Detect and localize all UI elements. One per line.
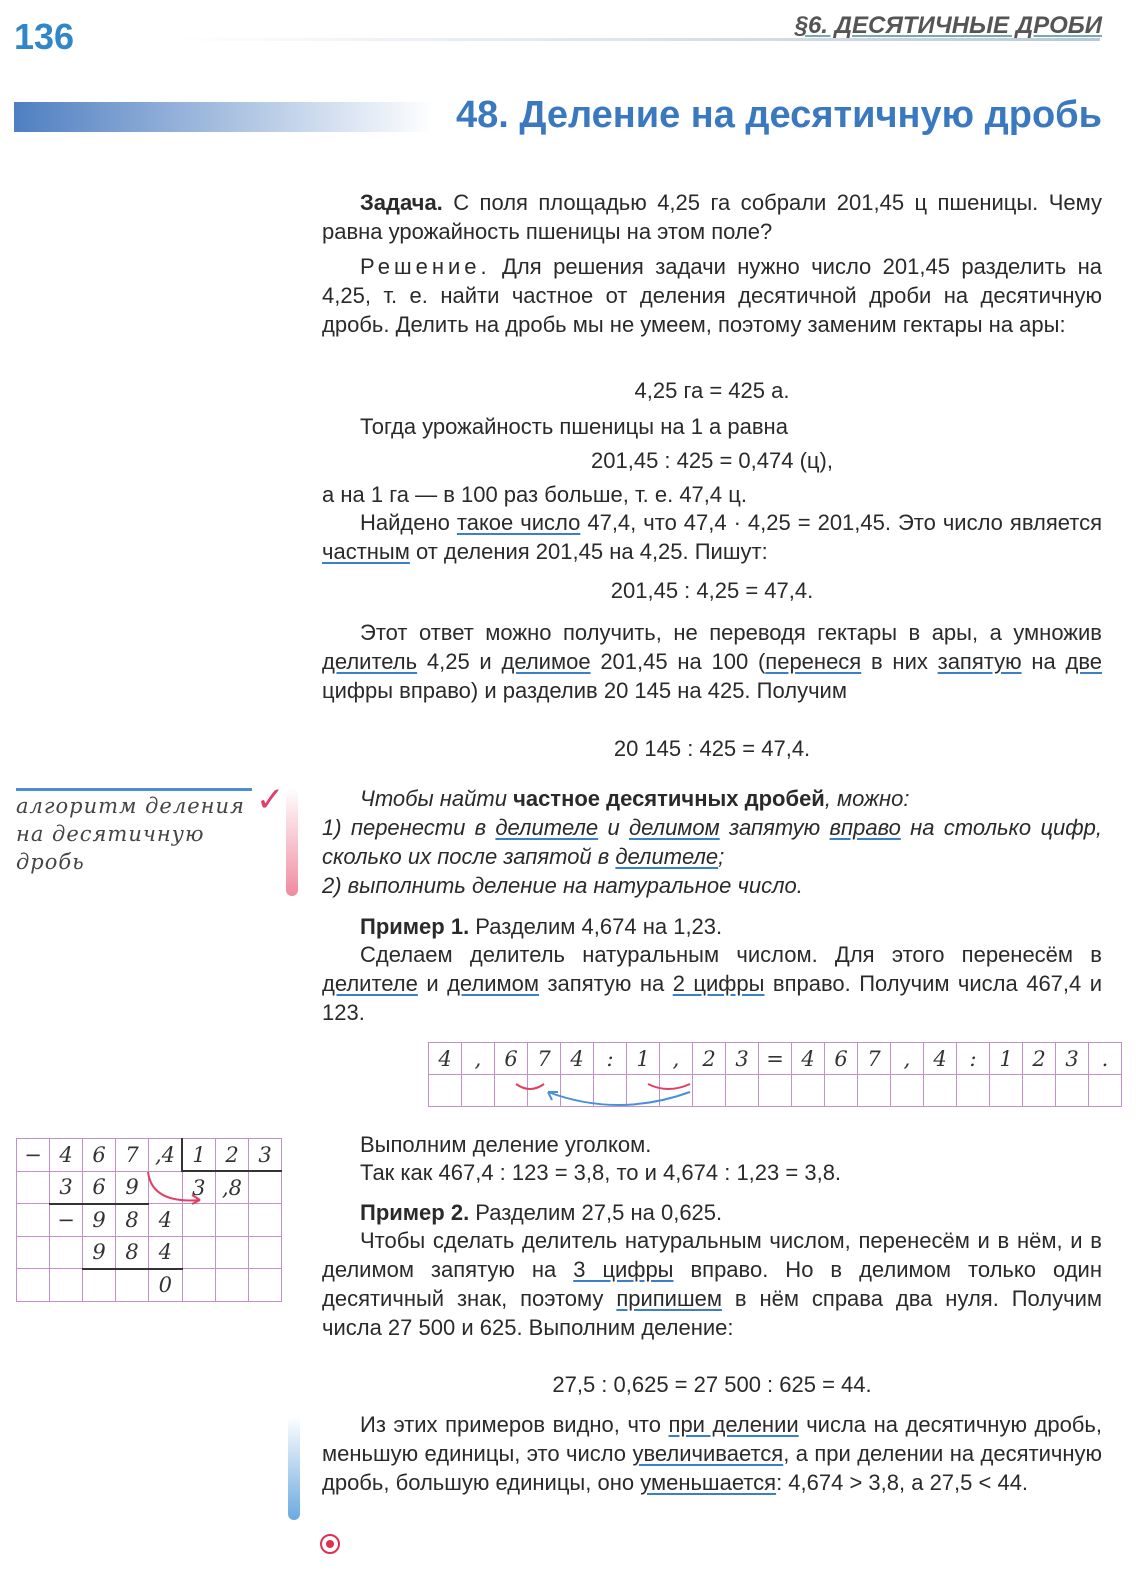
equation-quotient: 201,45 : 4,25 = 47,4. bbox=[610, 578, 814, 603]
solution-paragraph bbox=[322, 252, 1102, 339]
term-such-number: такое число bbox=[456, 510, 581, 535]
equation-yield: 201,45 : 425 = 0,474 (ц), bbox=[591, 448, 833, 473]
task-paragraph bbox=[322, 188, 1102, 246]
term-dividend: делимое bbox=[501, 649, 591, 674]
equation-hectare: 4,25 га = 425 а. bbox=[634, 378, 790, 403]
example2-header: Пример 2. Разделим 27,5 на 0,625. bbox=[360, 1200, 723, 1225]
longdiv-cell bbox=[249, 1204, 282, 1237]
grid-cell bbox=[1056, 1075, 1089, 1107]
longdiv-cell bbox=[249, 1236, 282, 1269]
shift-arrows bbox=[428, 1070, 998, 1114]
rule-marker-bar bbox=[286, 788, 298, 896]
grid-cell: 6 bbox=[825, 1043, 858, 1075]
longdiv-cell: 1 bbox=[182, 1139, 216, 1172]
note-rule bbox=[16, 788, 252, 791]
longdiv-cell: 6 bbox=[83, 1139, 116, 1172]
rule-paragraph: Чтобы найти частное десятичных дробей, можно: 1) перенести в делителе и делимом запятую вправо на столько цифр, сколько их после запятой в делителе; 2) выполнить деление на натуральное число. bbox=[322, 786, 1102, 898]
grid-cell: 2 bbox=[1023, 1043, 1056, 1075]
yield-line: Тогда урожайность пшеницы на 1 а равна bbox=[360, 414, 788, 439]
grid-cell: 3 bbox=[726, 1043, 759, 1075]
example1-result: Так как 467,4 : 123 = 3,8, то и 4,674 : 1,23 = 3,8. bbox=[360, 1160, 842, 1185]
grid-cell: : bbox=[957, 1043, 990, 1075]
longdiv-cell bbox=[216, 1269, 249, 1302]
comma-move-arrow bbox=[548, 1092, 690, 1105]
found-paragraph: Найдено такое число 47,4, что 47,4 · 4,25 = 201,45. Это число является частным от деления 201,45 на 4,25. Пишут: bbox=[322, 510, 1103, 564]
longdiv-cell bbox=[50, 1269, 83, 1302]
example1-header: Пример 1. Разделим 4,674 на 1,23. bbox=[360, 914, 723, 939]
longdiv-cell bbox=[249, 1171, 282, 1204]
longdiv-row bbox=[17, 1269, 282, 1302]
task-text: С поля площадью 4,25 га собрали 201,45 ц пшеницы. Чему равна урожайность пшеницы на этом поле? bbox=[322, 190, 1102, 244]
longdiv-cell: 4 bbox=[149, 1236, 183, 1269]
page-number: 136 bbox=[14, 16, 75, 57]
term-divisor: делитель bbox=[322, 649, 418, 674]
longdiv-cell: − bbox=[50, 1204, 83, 1237]
grid-cell: = bbox=[759, 1043, 792, 1075]
grid-cell: , bbox=[891, 1043, 924, 1075]
grid-cell: 4 bbox=[429, 1043, 462, 1075]
grid-cell bbox=[1089, 1075, 1122, 1107]
alt-paragraph: Этот ответ можно получить, не переводя гектары в ары, а умножив делитель 4,25 и делимое 201,45 на 100 (перенеся в них запятую на две цифры вправо) и разделив 20 145 на 425. Получим bbox=[322, 620, 1103, 703]
solution-label: Решение. bbox=[360, 254, 491, 279]
conclusion-paragraph: Из этих примеров видно, что при делении числа на десятичную дробь, меньшую единицы, это число увеличивается, а при делении на десятичную дробь, большую единицы, оно уменьшается: 4,674 > 3,8, а 27,5 < 44. bbox=[322, 1412, 1102, 1495]
task-label: Задача. bbox=[360, 190, 443, 215]
longdiv-cell: 7 bbox=[116, 1139, 149, 1172]
longdiv-cell bbox=[216, 1236, 249, 1269]
rule-step-2: 2) выполнить деление на натуральное число. bbox=[322, 873, 803, 898]
title-decor-bar bbox=[14, 102, 434, 132]
longdiv-cell: 3 bbox=[182, 1171, 216, 1204]
lesson-title: 48. Деление на десятичную дробь bbox=[455, 94, 1102, 136]
long-division-grid bbox=[16, 1138, 282, 1302]
longdiv-arrow bbox=[140, 1170, 220, 1210]
longdiv-cell: 3 bbox=[249, 1139, 282, 1172]
longdiv-cell: 9 bbox=[83, 1204, 116, 1237]
grid-cell: 1 bbox=[990, 1043, 1023, 1075]
longdiv-intro: Выполним деление уголком. bbox=[360, 1132, 652, 1157]
solution-text: Для решения задачи нужно число 201,45 разделить на 4,25, т. е. найти частное от деления десятичной дроби на десятичную дробь. Делить на дробь мы не умеем, поэтому заменим гектары на ары: bbox=[322, 254, 1102, 337]
longdiv-cell: − bbox=[17, 1139, 50, 1172]
term-two: две bbox=[1065, 649, 1103, 674]
pink-bracket-2 bbox=[648, 1084, 690, 1089]
longdiv-cell bbox=[249, 1269, 282, 1302]
grid-cell: 7 bbox=[858, 1043, 891, 1075]
equation-example2: 27,5 : 0,625 = 27 500 : 625 = 44. bbox=[552, 1372, 872, 1397]
grid-cell: . bbox=[1089, 1043, 1122, 1075]
longdiv-row bbox=[17, 1236, 282, 1269]
longdiv-cell bbox=[17, 1236, 50, 1269]
grid-cell: 7 bbox=[528, 1043, 561, 1075]
longdiv-cell: 8 bbox=[116, 1204, 149, 1237]
section-title: §6. ДЕСЯТИЧНЫЕ ДРОБИ bbox=[794, 12, 1102, 39]
end-marker-icon bbox=[320, 1534, 340, 1554]
grid-cell: 1 bbox=[627, 1043, 660, 1075]
longdiv-cell: 0 bbox=[149, 1269, 183, 1302]
grid-cell: , bbox=[462, 1043, 495, 1075]
longdiv-cell bbox=[17, 1171, 50, 1204]
rule-bold-term: частное десятичных дробей bbox=[513, 786, 825, 811]
longdiv-cell bbox=[50, 1236, 83, 1269]
grid-cell: 4 bbox=[561, 1043, 594, 1075]
grid-cell: : bbox=[594, 1043, 627, 1075]
longdiv-cell: ,8 bbox=[216, 1171, 249, 1204]
longdiv-cell bbox=[182, 1269, 216, 1302]
longdiv-cell bbox=[116, 1269, 149, 1302]
checkmark-icon: ✓ bbox=[256, 781, 285, 819]
conclusion-marker-bar bbox=[288, 1416, 300, 1520]
pink-bracket-1 bbox=[516, 1084, 544, 1089]
grid-cell: 4 bbox=[924, 1043, 957, 1075]
example2-label: Пример 2. bbox=[360, 1200, 470, 1225]
margin-note: алгоритм деления на десятичную дробь bbox=[16, 794, 245, 874]
longdiv-cell: ,4 bbox=[149, 1139, 183, 1172]
yield-result: а на 1 га — в 100 раз больше, т. е. 47,4 ц. bbox=[322, 482, 747, 507]
longdiv-cell: 6 bbox=[83, 1171, 116, 1204]
longdiv-row bbox=[17, 1139, 282, 1172]
longdiv-cell: 2 bbox=[216, 1139, 249, 1172]
grid-cell: 2 bbox=[693, 1043, 726, 1075]
term-quotient: частным bbox=[322, 539, 410, 564]
longdiv-cell bbox=[83, 1269, 116, 1302]
equation-natural: 20 145 : 425 = 47,4. bbox=[613, 736, 811, 761]
grid-cell bbox=[1023, 1075, 1056, 1107]
longdiv-cell bbox=[17, 1269, 50, 1302]
longdiv-cell bbox=[216, 1204, 249, 1237]
grid-cell: 4 bbox=[792, 1043, 825, 1075]
example2-paragraph: Чтобы сделать делитель натуральным числом, перенесём и в нём, и в делимом запятую на 3 цифры вправо. Но в делимом только один десятичный знак, поэтому припишем в нём справа два нуля. Получим числа 27 500 и 625. Выполним деление: bbox=[322, 1228, 1103, 1340]
longdiv-cell bbox=[17, 1204, 50, 1237]
grid-cell: 6 bbox=[495, 1043, 528, 1075]
grid-cell: 3 bbox=[1056, 1043, 1089, 1075]
longdiv-cell: 8 bbox=[116, 1236, 149, 1269]
grid-cell: , bbox=[660, 1043, 693, 1075]
longdiv-cell: 4 bbox=[149, 1204, 183, 1237]
term-moving: перенеся bbox=[765, 649, 862, 674]
term-comma: запятую bbox=[937, 649, 1022, 674]
example1-paragraph: Сделаем делитель натуральным числом. Для этого перенесём в делителе и делимом запятую на 2 цифры вправо. Получим числа 467,4 и 123. bbox=[322, 942, 1102, 1025]
longdiv-cell: 4 bbox=[50, 1139, 83, 1172]
example1-label: Пример 1. bbox=[360, 914, 470, 939]
longdiv-cell bbox=[182, 1236, 216, 1269]
longdiv-cell: 3 bbox=[50, 1171, 83, 1204]
longdiv-cell: 9 bbox=[83, 1236, 116, 1269]
longdiv-cell: 9 bbox=[116, 1171, 149, 1204]
